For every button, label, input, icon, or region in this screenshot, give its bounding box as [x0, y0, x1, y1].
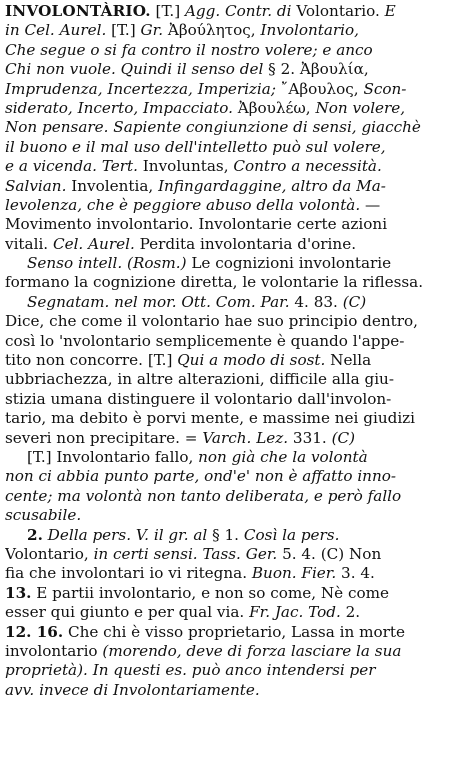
- text-segment: Buon. Fier.: [251, 564, 337, 583]
- text-segment: Salvian.: [5, 176, 67, 195]
- entry-line: [5, 487, 463, 506]
- entry-line: [5, 21, 463, 40]
- entry-line: [5, 409, 463, 428]
- text-segment: Involuntas,: [137, 157, 234, 176]
- text-segment: Cel. Aurel.: [52, 234, 135, 253]
- text-segment: severi non precipitare. =: [5, 428, 203, 447]
- text-segment: Involentia,: [66, 176, 159, 195]
- entry-line: [5, 584, 463, 603]
- text-segment: 2.: [340, 603, 361, 622]
- text-segment: Così la pers.: [243, 525, 340, 544]
- text-segment: cente; ma volontà non tanto deliberata, e però fallo: [5, 486, 402, 505]
- entry-line: [5, 273, 463, 292]
- entry-line: [5, 332, 463, 351]
- text-segment: (morendo, deve di forza lasciare la sua: [102, 641, 402, 660]
- text-segment: Involontario,: [260, 21, 360, 40]
- text-segment: ῎Αβουλος,: [275, 79, 364, 98]
- text-segment: Che chi è visso proprietario, Lassa in morte: [63, 622, 405, 641]
- text-segment: in certi sensi. Tass. Ger.: [93, 544, 278, 563]
- text-segment: Senso intell. (Rosm.): [27, 254, 187, 273]
- entry-line: [5, 545, 463, 564]
- text-segment: Agg. Contr. di: [184, 2, 292, 20]
- text-segment: così lo 'nvolontario semplicemente è quando l'appe-: [5, 331, 405, 350]
- text-segment: non ci abbia punto parte, ond'e' non è affatto inno-: [5, 467, 397, 486]
- entry-line: [5, 41, 463, 60]
- text-segment: scusabile.: [5, 506, 82, 525]
- text-segment: [T.]: [150, 2, 185, 20]
- text-segment: E partii involontario, e non so come, Nè come: [31, 583, 390, 602]
- text-segment: Gr.: [140, 21, 164, 40]
- entry-line: [5, 390, 463, 409]
- entry-line: [5, 526, 463, 545]
- entry-line: [5, 564, 463, 583]
- text-segment: formano la cognizione diretta, le volontarie la riflessa.: [5, 273, 424, 292]
- entry-line: [5, 661, 463, 680]
- text-segment: fia che involontari io vi ritegna.: [5, 564, 252, 583]
- entry-line: [5, 2, 463, 21]
- entry-line: [5, 157, 463, 176]
- text-segment: —: [360, 195, 381, 214]
- text-segment: 2.: [27, 525, 43, 544]
- entry-line: [5, 215, 463, 234]
- text-segment: (C): [342, 292, 367, 311]
- text-segment: Ἀβουλέω,: [232, 98, 316, 117]
- text-segment: 3. 4.: [336, 564, 375, 583]
- entry-line: [5, 254, 463, 273]
- entry-line: [5, 603, 463, 622]
- text-segment: levolenza, che è peggiore abuso della volontà.: [5, 195, 361, 214]
- text-segment: in Cel. Aurel.: [5, 21, 107, 40]
- text-segment: tario, ma debito è porvi mente, e massime nei giudizi: [5, 409, 416, 428]
- text-segment: [T.] Involontario fallo,: [27, 447, 199, 466]
- text-segment: 5. 4. (C) Non: [277, 544, 382, 563]
- text-segment: e a vicenda. Tert.: [5, 157, 138, 176]
- text-segment: siderato, Incerto, Impacciato.: [5, 98, 233, 117]
- entry-line: [5, 312, 463, 331]
- entry-line: [5, 448, 463, 467]
- entry-line: [5, 467, 463, 486]
- text-segment: [T.]: [106, 21, 141, 40]
- text-segment: Volontario.: [291, 2, 385, 20]
- text-segment: Volontario,: [5, 544, 94, 563]
- text-segment: Fr. Jac. Tod.: [249, 603, 341, 622]
- text-segment: Della pers. V. il gr. al: [42, 525, 208, 544]
- text-segment: tito non concorre. [T.]: [5, 351, 178, 370]
- text-segment: Le cognizioni involontarie: [186, 254, 392, 273]
- text-segment: Che segue o si fa contro il nostro volere; e anco: [5, 40, 373, 59]
- text-segment: Non pensare. Sapiente congiunzione di sensi, giacchè: [5, 118, 421, 137]
- entry-line: [5, 642, 463, 661]
- text-segment: § 1.: [207, 525, 244, 544]
- text-segment: Chi non vuole. Quindi il senso del: [5, 60, 264, 79]
- text-segment: E: [384, 2, 396, 20]
- text-segment: Contro a necessità.: [233, 157, 382, 176]
- text-segment: Scon-: [363, 79, 407, 98]
- entry-line: [5, 235, 463, 254]
- entry-line: [5, 623, 463, 642]
- text-segment: 12. 16.: [5, 622, 64, 641]
- entry-line: [5, 506, 463, 525]
- entry-line: [5, 293, 463, 312]
- text-segment: vitali.: [5, 234, 53, 253]
- text-segment: ubbriachezza, in altre alterazioni, difficile alla giu-: [5, 370, 394, 389]
- text-segment: Varch. Lez.: [202, 428, 289, 447]
- text-segment: Non volere,: [315, 98, 406, 117]
- text-segment: 13.: [5, 583, 32, 602]
- text-segment: Perdita involontaria d'orine.: [134, 234, 357, 253]
- text-segment: 4. 83.: [289, 292, 343, 311]
- text-segment: Ἀβούλητος,: [163, 21, 261, 40]
- entry-line: [5, 429, 463, 448]
- entry-line: [5, 138, 463, 157]
- text-segment: esser qui giunto e per qual via.: [5, 603, 250, 622]
- text-segment: proprietà). In questi es. può anco intendersi per: [5, 661, 376, 680]
- entry-line: [5, 681, 463, 700]
- entry-line: [5, 118, 463, 137]
- entry-line: [5, 351, 463, 370]
- text-segment: involontario: [5, 641, 103, 660]
- text-segment: 331.: [288, 428, 332, 447]
- entry-line: [5, 177, 463, 196]
- entry-line: [5, 80, 463, 99]
- text-segment: Dice, che come il volontario hae suo principio dentro,: [5, 312, 419, 331]
- text-segment: Movimento involontario. Involontarie certe azioni: [5, 215, 388, 234]
- entry-line: [5, 196, 463, 215]
- text-segment: Infingardaggine, altro da Ma-: [158, 176, 386, 195]
- text-segment: Qui a modo di sost.: [177, 351, 326, 370]
- text-segment: avv. invece di Involontariamente.: [5, 680, 260, 699]
- text-segment: § 2. Ἀβουλία,: [263, 60, 369, 79]
- text-segment: il buono e il mal uso dell'intelletto può sul volere,: [5, 137, 386, 156]
- entry-line: [5, 370, 463, 389]
- text-segment: Imprudenza, Incertezza, Imperizia;: [5, 79, 276, 98]
- text-segment: non già che la volontà: [198, 447, 368, 466]
- text-segment: Nella: [325, 351, 372, 370]
- entry-line: [5, 99, 463, 118]
- text-segment: Segnatam. nel mor. Ott. Com. Par.: [27, 292, 290, 311]
- text-segment: (C): [331, 428, 356, 447]
- text-segment: stizia umana distinguere il volontario dall'involon-: [5, 389, 392, 408]
- entry-line: [5, 60, 463, 79]
- text-segment: INVOLONTÀRIO.: [5, 2, 151, 20]
